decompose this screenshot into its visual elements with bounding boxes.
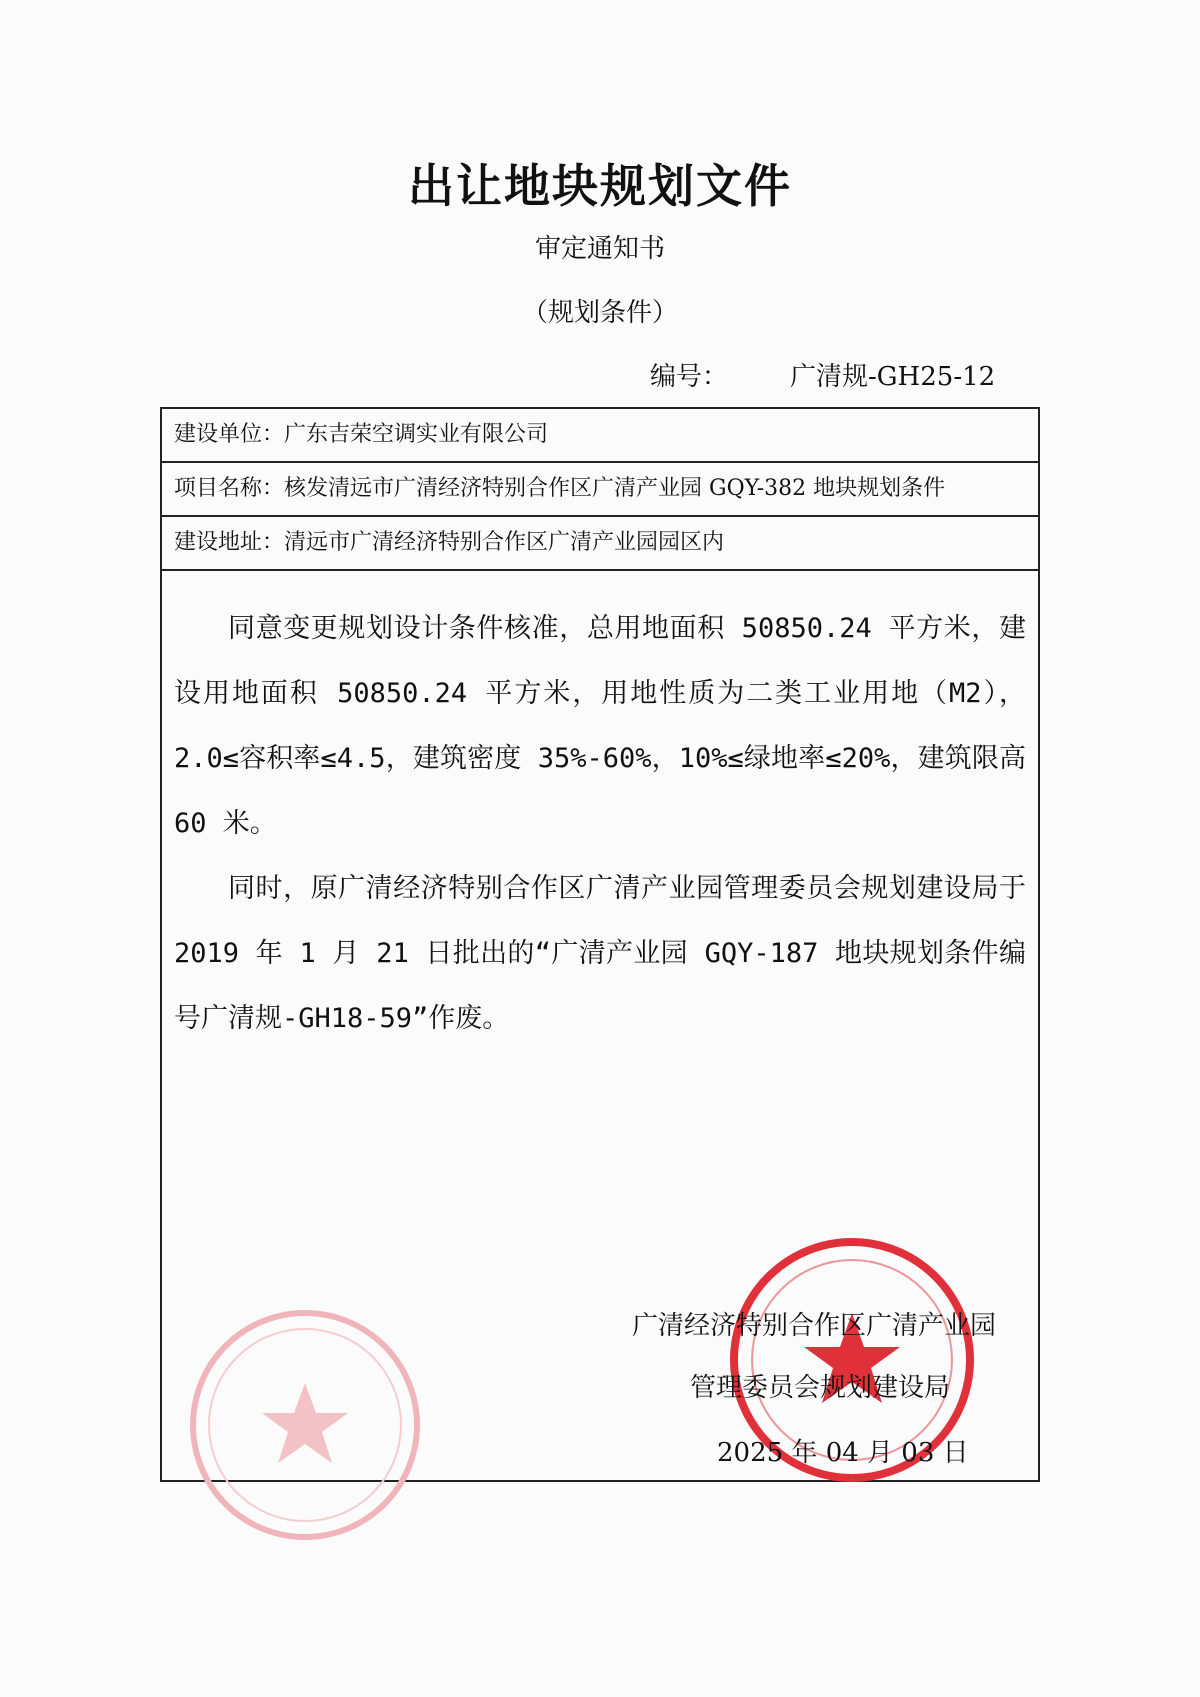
document-title: 出让地块规划文件	[408, 159, 792, 213]
document-subtitle-conditions: （规划条件）	[521, 298, 678, 328]
body-paragraph: 同时，原广清经济特别合作区广清产业园管理委员会规划建设局于 2019 年 1 月 21 日批出的“广清产业园 GQY-187 地块规划条件编号广清规-GH18-59”作废。	[174, 873, 1026, 1034]
field-value: 广东吉荣空调实业有限公司	[284, 422, 549, 447]
field-row-project	[162, 463, 1038, 517]
document-subtitle: 审定通知书	[534, 234, 665, 264]
field-row-address	[162, 517, 1038, 571]
document-number	[650, 356, 995, 393]
field-value: 核发清远市广清经济特别合作区广清产业园 GQY-382 地块规划条件	[284, 476, 946, 501]
issue-date: 2025 年 04 月 03 日	[717, 1438, 969, 1468]
field-row-builder	[162, 409, 1038, 463]
faded-seal-star-icon	[262, 1383, 348, 1463]
field-label: 建设单位：	[174, 422, 285, 447]
field-label: 项目名称：	[174, 476, 285, 501]
issuer-name-line2: 管理委员会规划建设局	[690, 1373, 951, 1403]
document-number-label: 编号：	[650, 362, 729, 392]
issuer-name-line1: 广清经济特别合作区广清产业园	[632, 1311, 997, 1341]
field-value: 清远市广清经济特别合作区广清产业园园区内	[284, 530, 725, 555]
field-label: 建设地址：	[174, 530, 285, 555]
body-content	[162, 571, 1038, 1051]
body-paragraph: 同意变更规划设计条件核准，总用地面积 50850.24 平方米，建设用地面积 50850.24 平方米，用地性质为二类工业用地（M2），2.0≤容积率≤4.5，建筑密度 35%-60%，10%≤绿地率≤20%，建筑限高 60 米。	[174, 613, 1026, 839]
document-number-value: 广清规-GH25-12	[790, 362, 996, 392]
faded-seal-stamp	[185, 1305, 425, 1545]
